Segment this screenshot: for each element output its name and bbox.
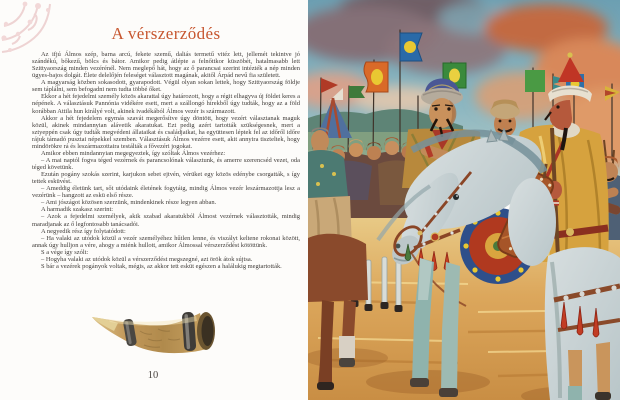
drinking-horn-icon [88,309,220,357]
paragraph: – Hogyha valaki az utódok közül a vérszerződést megszegné, azt örök átok sújtsa. [41,255,253,263]
paragraph: – Ameddig életünk tart, sőt utódaink életének fogytáig, mindig Álmos vezér leszármazottja lesz a vezérünk – hangzott az eskü első része. [32,185,300,200]
page-number: 10 [147,370,159,381]
paragraph: A harmadik szakasz szerint: [41,206,114,214]
paragraph: Az ifjú Álmos szép, barna arcú, fekete szemű, daliás termetű vitéz lett, jellemét tekintve jó szándékú, bőkezű, bölcs és bátor. Amikor pedig átlépte a felnőttkor küszöbét, hatalmasabb lett Szittyaország minden vezérénél. Nem meglepő hát, hogy az ő parancsai szerint intézték a nép minden ügyes-bajos dolgát. Élete delelőjén feleséget választott magának, akitől Árpád nevű fia született. [32,51,300,80]
orange-banner [364,62,388,92]
right-page [308,0,620,400]
story-text [32,51,300,270]
paragraph: A negyedik rész így folytatódott: [41,227,126,235]
paragraph: Akkor a hét fejedelem egymás szavát megerősítve úgy döntött, hogy vezért választanak maguk közül, akinek mindannyian alávetik akaratukat. Ezt pedig azért tartották szükségesnek, mert a sztyeppén csak úgy tudták megvédeni állataikat és családjaikat, ha együttesen léptek fel az időről időre rájuk támadó pusztai népekkel szemben. Választásuk Álmos vezérre esett, akit annyira tiszteltek, hogy mindörökre rá és leszármazottaira testálták a fővezéri jogokat. [32,114,300,150]
paragraph: Amikor ebben mindannyian megegyeztek, így szóltak Álmos vezérhez: [41,149,226,157]
left-page [0,0,308,400]
right-horse [545,247,620,400]
drinking-horn-illustration [88,309,220,357]
paragraph: S a vége így szólt: [41,248,89,256]
paragraph: – Ha valaki az utódok közül a vezér személyéhez hűtlen lenne, és viszályt keltene rokonai között, annak úgy hulljon a vére, ahogy a miénk hullott, amikor Álmossal vérszerződést kötöttünk. [32,234,300,249]
paragraph: – A mai naptól fogva téged vezérnek és parancsolónak választunk, és amerre szerencséd vezet, oda téged követünk. [32,156,300,171]
paragraph: – Azok a fejedelmi személyek, akik szabad akaratukból Álmost vezérnek választották, mindig maradjanak az ő legfontosabb tanácsadói. [32,213,300,228]
paragraph: Ekkor a hét fejedelmi személy közös akarattal úgy határozott, hogy a régit elhagyva új földet keres a népének. A választásuk Pannónia vidékére esett, mert a szállongó hírekből úgy tudták, hogy az a föld korábban Attila hun királyé volt, akinek ivadékából Álmos vezér is származott. [32,93,301,115]
paragraph: A magyarság közben sokasodott, gyarapodott. Végül olyan sokan lettek, hogy Szittyaország földje sem táplálni, sem befogadni nem tudta többé őket. [32,79,300,94]
blood-oath-painting [308,0,620,400]
green-banner-right [525,70,545,92]
chapter-title: A vérszerződés [111,24,221,43]
paragraph: – Ami jószágot közösen szerzünk, mindenkinek része legyen abban. [41,199,217,207]
paragraph: Ezután pogány szokás szerint, karjukon sebet ejtvén, vérüket egy közös edénybe csorgatták, s így tettek esküvést. [32,171,300,186]
paragraph: S bár a vezérek pogányok voltak, mégis, az akkor tett esküt egészen a halálukig megtartották. [41,262,282,270]
